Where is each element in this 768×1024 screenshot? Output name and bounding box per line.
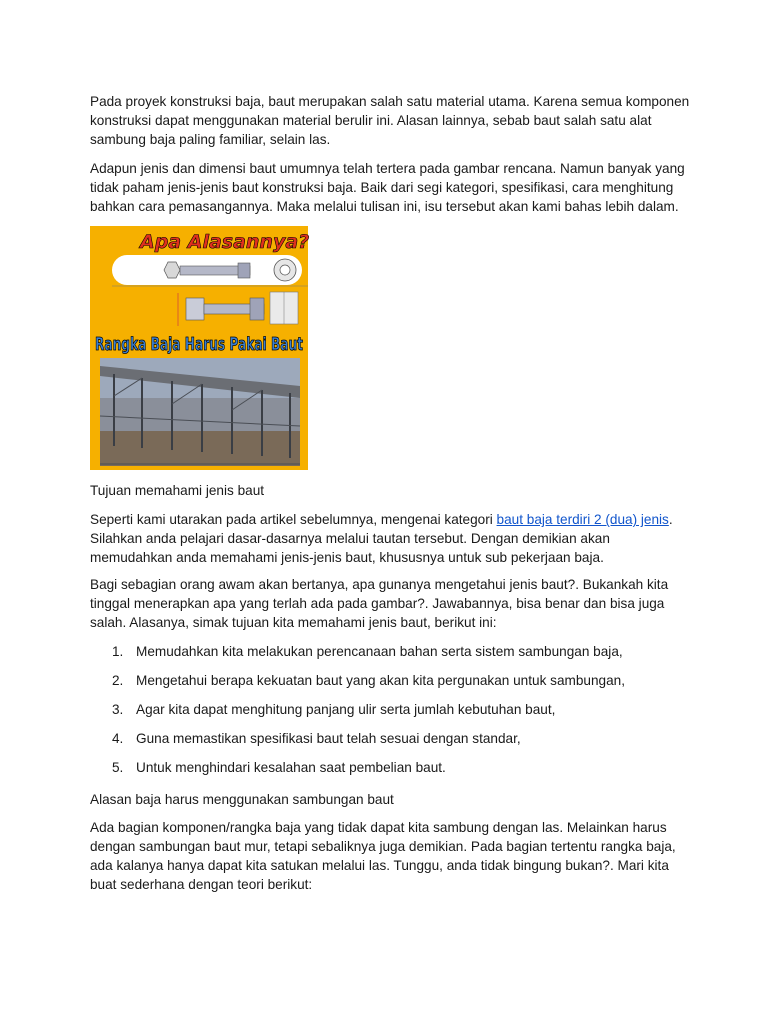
article-link[interactable]: baut baja terdiri 2 (dua) jenis <box>496 512 669 527</box>
numbered-list <box>90 642 690 787</box>
paragraph-third-start: Seperti kami utarakan pada artikel sebelumnya, mengenai kategori <box>90 512 497 527</box>
heading-alasan: Alasan baja harus menggunakan sambungan baut <box>90 792 394 807</box>
list-item <box>90 700 690 729</box>
list-item <box>90 671 690 700</box>
list-text: Memudahkan kita melakukan perencanaan bahan serta sistem sambungan baja, <box>136 644 623 659</box>
paragraph-fifth: Ada bagian komponen/rangka baja yang tidak dapat kita sambung dengan las. Melainkan harus dengan sambungan baut mur, tetapi sebaliknya juga demikian. Pada bagian tertentu rangka baja, ada kalanya hanya dapat kita satukan melalui las. Tunggu, anda tidak bingung bukan?. Mari kita buat sederhana dengan teori berikut: <box>90 820 676 892</box>
list-number: 5. <box>112 760 124 775</box>
illustration-banner: Rangka Baja Harus Pakai Baut <box>95 335 303 355</box>
list-item <box>90 758 690 787</box>
paragraph-fourth: Bagi sebagian orang awam akan bertanya, apa gunanya mengetahui jenis baut?. Bukankah kita tinggal menerapkan apa yang terlah ada pada gambar?. Jawabannya, bisa benar dan bisa juga salah. Alasanya, simak tujuan kita memahami jenis baut, berikut ini: <box>90 577 669 630</box>
list-text: Untuk menghindari kesalahan saat pembelian baut. <box>136 760 446 775</box>
heading-tujuan: Tujuan memahami jenis baut <box>90 483 265 498</box>
list-item <box>90 729 690 758</box>
list-number: 3. <box>112 702 124 717</box>
paragraph-third <box>90 510 690 567</box>
illustration-title: Apa Alasannya? <box>140 231 310 253</box>
article-illustration <box>90 226 308 470</box>
list-number: 1. <box>112 644 124 659</box>
list-text: Guna memastikan spesifikasi baut telah sesuai dengan standar, <box>136 731 521 746</box>
paragraph-second: Adapun jenis dan dimensi baut umumnya telah tertera pada gambar rencana. Namun banyak yang tidak paham jenis-jenis baut konstruksi baja. Baik dari segi kategori, spesifikasi, cara menghitung bahkan cara pemasangannya. Maka melalui tulisan ini, isu tersebut akan kami bahas lebih dalam. <box>90 161 685 214</box>
list-item <box>90 642 690 671</box>
list-text: Agar kita dapat menghitung panjang ulir serta jumlah kebutuhan baut, <box>136 702 556 717</box>
paragraph-third-end: . Silahkan anda pelajari dasar-dasarnya melalui tautan tersebut. Dengan demikian akan memudahkan anda memahami jenis-jenis baut, khususnya untuk sub pekerjaan baja. <box>90 512 673 565</box>
paragraph-intro: Pada proyek konstruksi baja, baut merupakan salah satu material utama. Karena semua komponen konstruksi dapat menggunakan material berulir ini. Alasan lainnya, sebab baut salah satu alat sambung baja paling familiar, selain las. <box>90 94 690 147</box>
list-number: 2. <box>112 673 124 688</box>
list-text: Mengetahui berapa kekuatan baut yang akan kita pergunakan untuk sambungan, <box>136 673 625 688</box>
list-number: 4. <box>112 731 124 746</box>
